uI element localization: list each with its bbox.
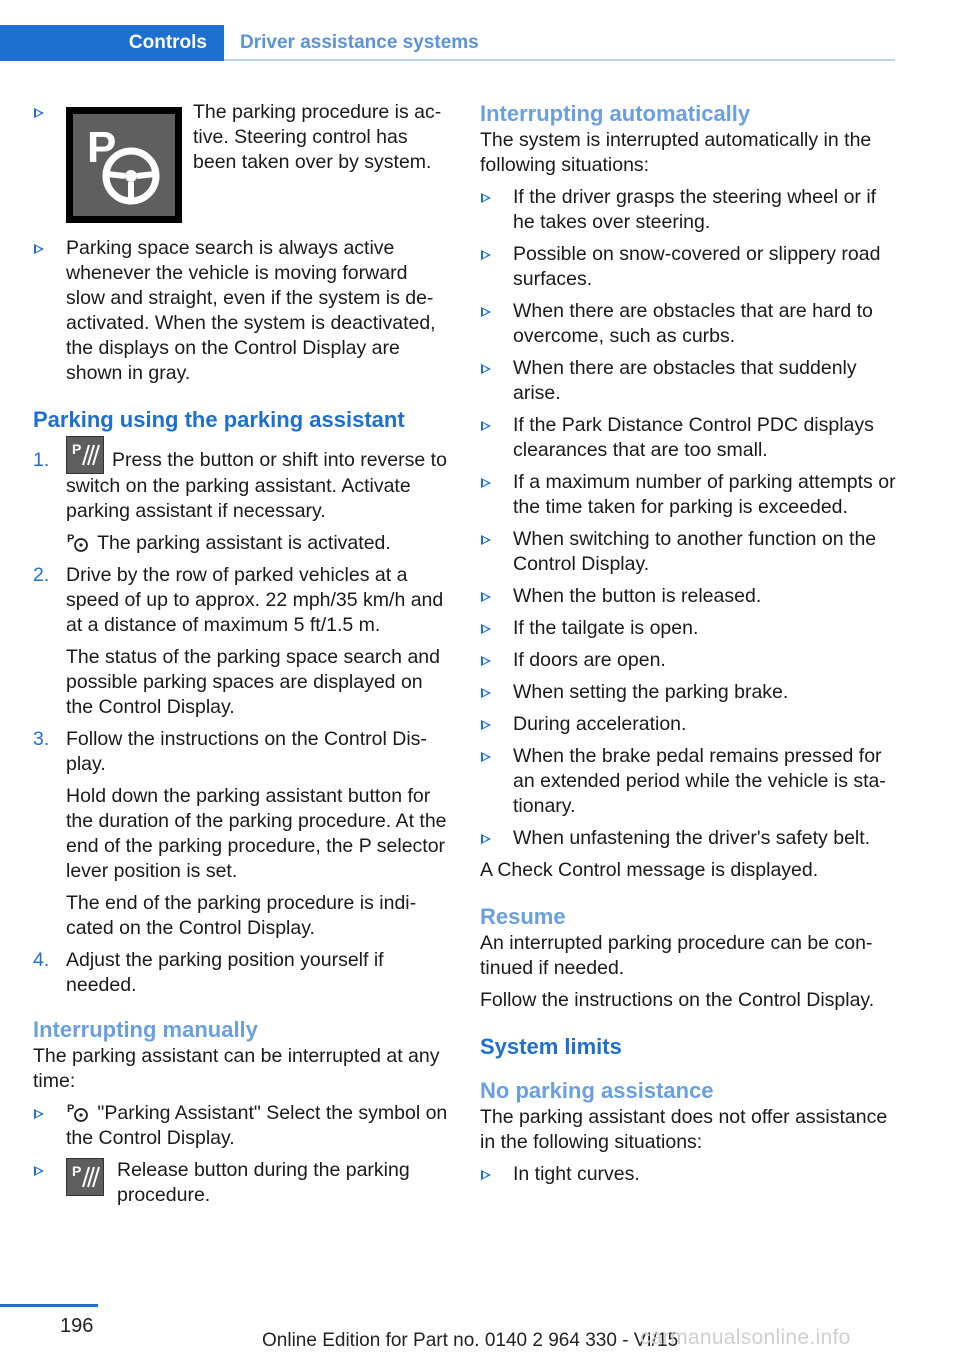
list-item [33, 948, 449, 998]
paragraph: The parking assistant does not offer assistance in the following situations: [480, 1106, 888, 1153]
bullet-triangle-icon [481, 592, 491, 602]
paragraph: The system is interrupted automatically in the following situations: [480, 129, 872, 176]
svg-text:P: P [67, 1103, 75, 1115]
bullet-triangle-icon [481, 193, 491, 203]
list-item: When the button is released. [480, 584, 896, 609]
step-text: Follow the instructions on the Control Display. [66, 728, 427, 775]
list-item: When unfastening the driver's safety belt. [480, 826, 896, 851]
list-item [33, 563, 449, 720]
list-item [33, 727, 449, 941]
step-text: Adjust the parking position yourself if needed. [66, 949, 384, 996]
bullet-triangle-icon [34, 1109, 44, 1119]
no-assist-list [480, 1162, 896, 1187]
bullet-text: "Parking Assistant" Select the symbol on the Control Display. [66, 1102, 448, 1149]
parking-steering-icon [66, 1101, 92, 1123]
list-item: If the driver grasps the steering wheel or if he takes over steering. [480, 185, 896, 235]
bullet-triangle-icon [34, 108, 44, 118]
list-item [33, 1158, 449, 1208]
list-item: When the brake pedal remains pressed for an extended period while the vehicle is stationary. [480, 744, 896, 819]
subsection-heading: Interrupting automatically [480, 101, 751, 126]
section-heading: Parking using the parking assistant [33, 407, 405, 432]
step-number: 1. [33, 449, 50, 471]
paragraph: A Check Control message is displayed. [480, 859, 819, 881]
svg-text:P: P [67, 533, 75, 545]
paragraph: An interrupted parking procedure can be continued if needed. [480, 932, 873, 979]
step-text: P Press the button or shift into reverse to switch on the parking assistant. Activate parking assistant if necessary. [66, 448, 449, 524]
list-item: If the Park Distance Control PDC displays clearances that are too small. [480, 413, 896, 463]
bullet-triangle-icon [481, 688, 491, 698]
list-item: When switching to another function on the Control Display. [480, 527, 896, 577]
bullet-triangle-icon [481, 250, 491, 260]
step-number: 4. [33, 949, 50, 971]
list-item: If the tailgate is open. [480, 616, 896, 641]
step-text: Hold down the parking assistant button for the duration of the parking procedure. At the end of the parking procedure, the P selector lever position is set. [66, 785, 447, 882]
header-divider [224, 59, 895, 61]
bullet-triangle-icon [481, 624, 491, 634]
watermark-text: carmanualsonline.info [640, 1326, 851, 1349]
page-number: 196 [60, 1315, 94, 1337]
list-item: If a maximum number of parking attempts or the time taken for parking is exceeded. [480, 470, 896, 520]
step-text: The end of the parking procedure is indicated on the Control Display. [66, 892, 417, 939]
list-item: In tight curves. [480, 1162, 896, 1187]
intro-bullet-list [33, 100, 449, 386]
steps-list [33, 441, 449, 998]
section-tab: Driver assistance systems [240, 32, 479, 53]
step-text: Drive by the row of parked vehicles at a speed of up to approx. 22 mph/35 km/h and at a distance of maximum 5 ft/1.5 m. [66, 564, 444, 636]
step-text: P The parking assistant is activated. [67, 532, 391, 554]
bullet-triangle-icon [34, 244, 44, 254]
list-item: When setting the parking brake. [480, 680, 896, 705]
paragraph: The parking assistant can be interrupted at any time: [33, 1045, 440, 1092]
parking-steering-icon [66, 531, 92, 553]
list-item: During acceleration. [480, 712, 896, 737]
bullet-triangle-icon [481, 1170, 491, 1180]
step-number: 3. [33, 728, 50, 750]
bullet-triangle-icon [481, 834, 491, 844]
right-column [480, 100, 896, 1194]
bullet-triangle-icon [481, 752, 491, 762]
list-item: When there are obstacles that suddenly arise. [480, 356, 896, 406]
bullet-triangle-icon [481, 656, 491, 666]
manual-bullet-list [33, 1101, 449, 1208]
bullet-text: Parking space search is always active whenever the vehicle is moving forward slow and straight, even if the system is deactivated. When the system is deactivated, the displays on the Control Display are shown in gray. [66, 237, 436, 384]
subsection-heading: Interrupting manually [33, 1017, 258, 1042]
bullet-text: Release button during the parking procedure. [117, 1159, 410, 1206]
step-number: 2. [33, 564, 50, 586]
list-item [33, 236, 449, 386]
edition-text: Online Edition for Part no. 0140 2 964 330 - VI/15 [262, 1330, 679, 1351]
svg-text:P: P [87, 123, 117, 172]
auto-interrupt-list [480, 185, 896, 851]
svg-text:P: P [72, 441, 82, 457]
list-item [33, 441, 449, 556]
list-item [33, 100, 449, 222]
parking-steering-icon [66, 107, 182, 223]
bullet-triangle-icon [481, 307, 491, 317]
bullet-triangle-icon [481, 535, 491, 545]
section-heading: System limits [480, 1034, 622, 1059]
parking-assistant-button-icon [66, 436, 104, 474]
parking-assistant-button-icon [66, 1158, 104, 1196]
bullet-triangle-icon [481, 421, 491, 431]
page-header [0, 25, 895, 61]
step-text: The status of the parking space search and possible parking spaces are displayed on the Control Display. [66, 646, 440, 718]
bullet-triangle-icon [481, 478, 491, 488]
bullet-triangle-icon [481, 720, 491, 730]
subsection-heading: Resume [480, 904, 566, 929]
list-item: If doors are open. [480, 648, 896, 673]
list-item [33, 1101, 449, 1151]
chapter-tab: Controls [0, 25, 224, 61]
footer-divider [0, 1304, 98, 1307]
bullet-triangle-icon [481, 364, 491, 374]
list-item: Possible on snow-covered or slippery road surfaces. [480, 242, 896, 292]
bullet-text: The parking procedure is active. Steering control has been taken over by system. [193, 101, 442, 173]
svg-text:P: P [72, 1163, 82, 1179]
subsection-heading: No parking assistance [480, 1078, 714, 1103]
bullet-triangle-icon [34, 1166, 44, 1176]
left-column [33, 100, 449, 1215]
paragraph: Follow the instructions on the Control Display. [480, 989, 875, 1011]
list-item: When there are obstacles that are hard to overcome, such as curbs. [480, 299, 896, 349]
